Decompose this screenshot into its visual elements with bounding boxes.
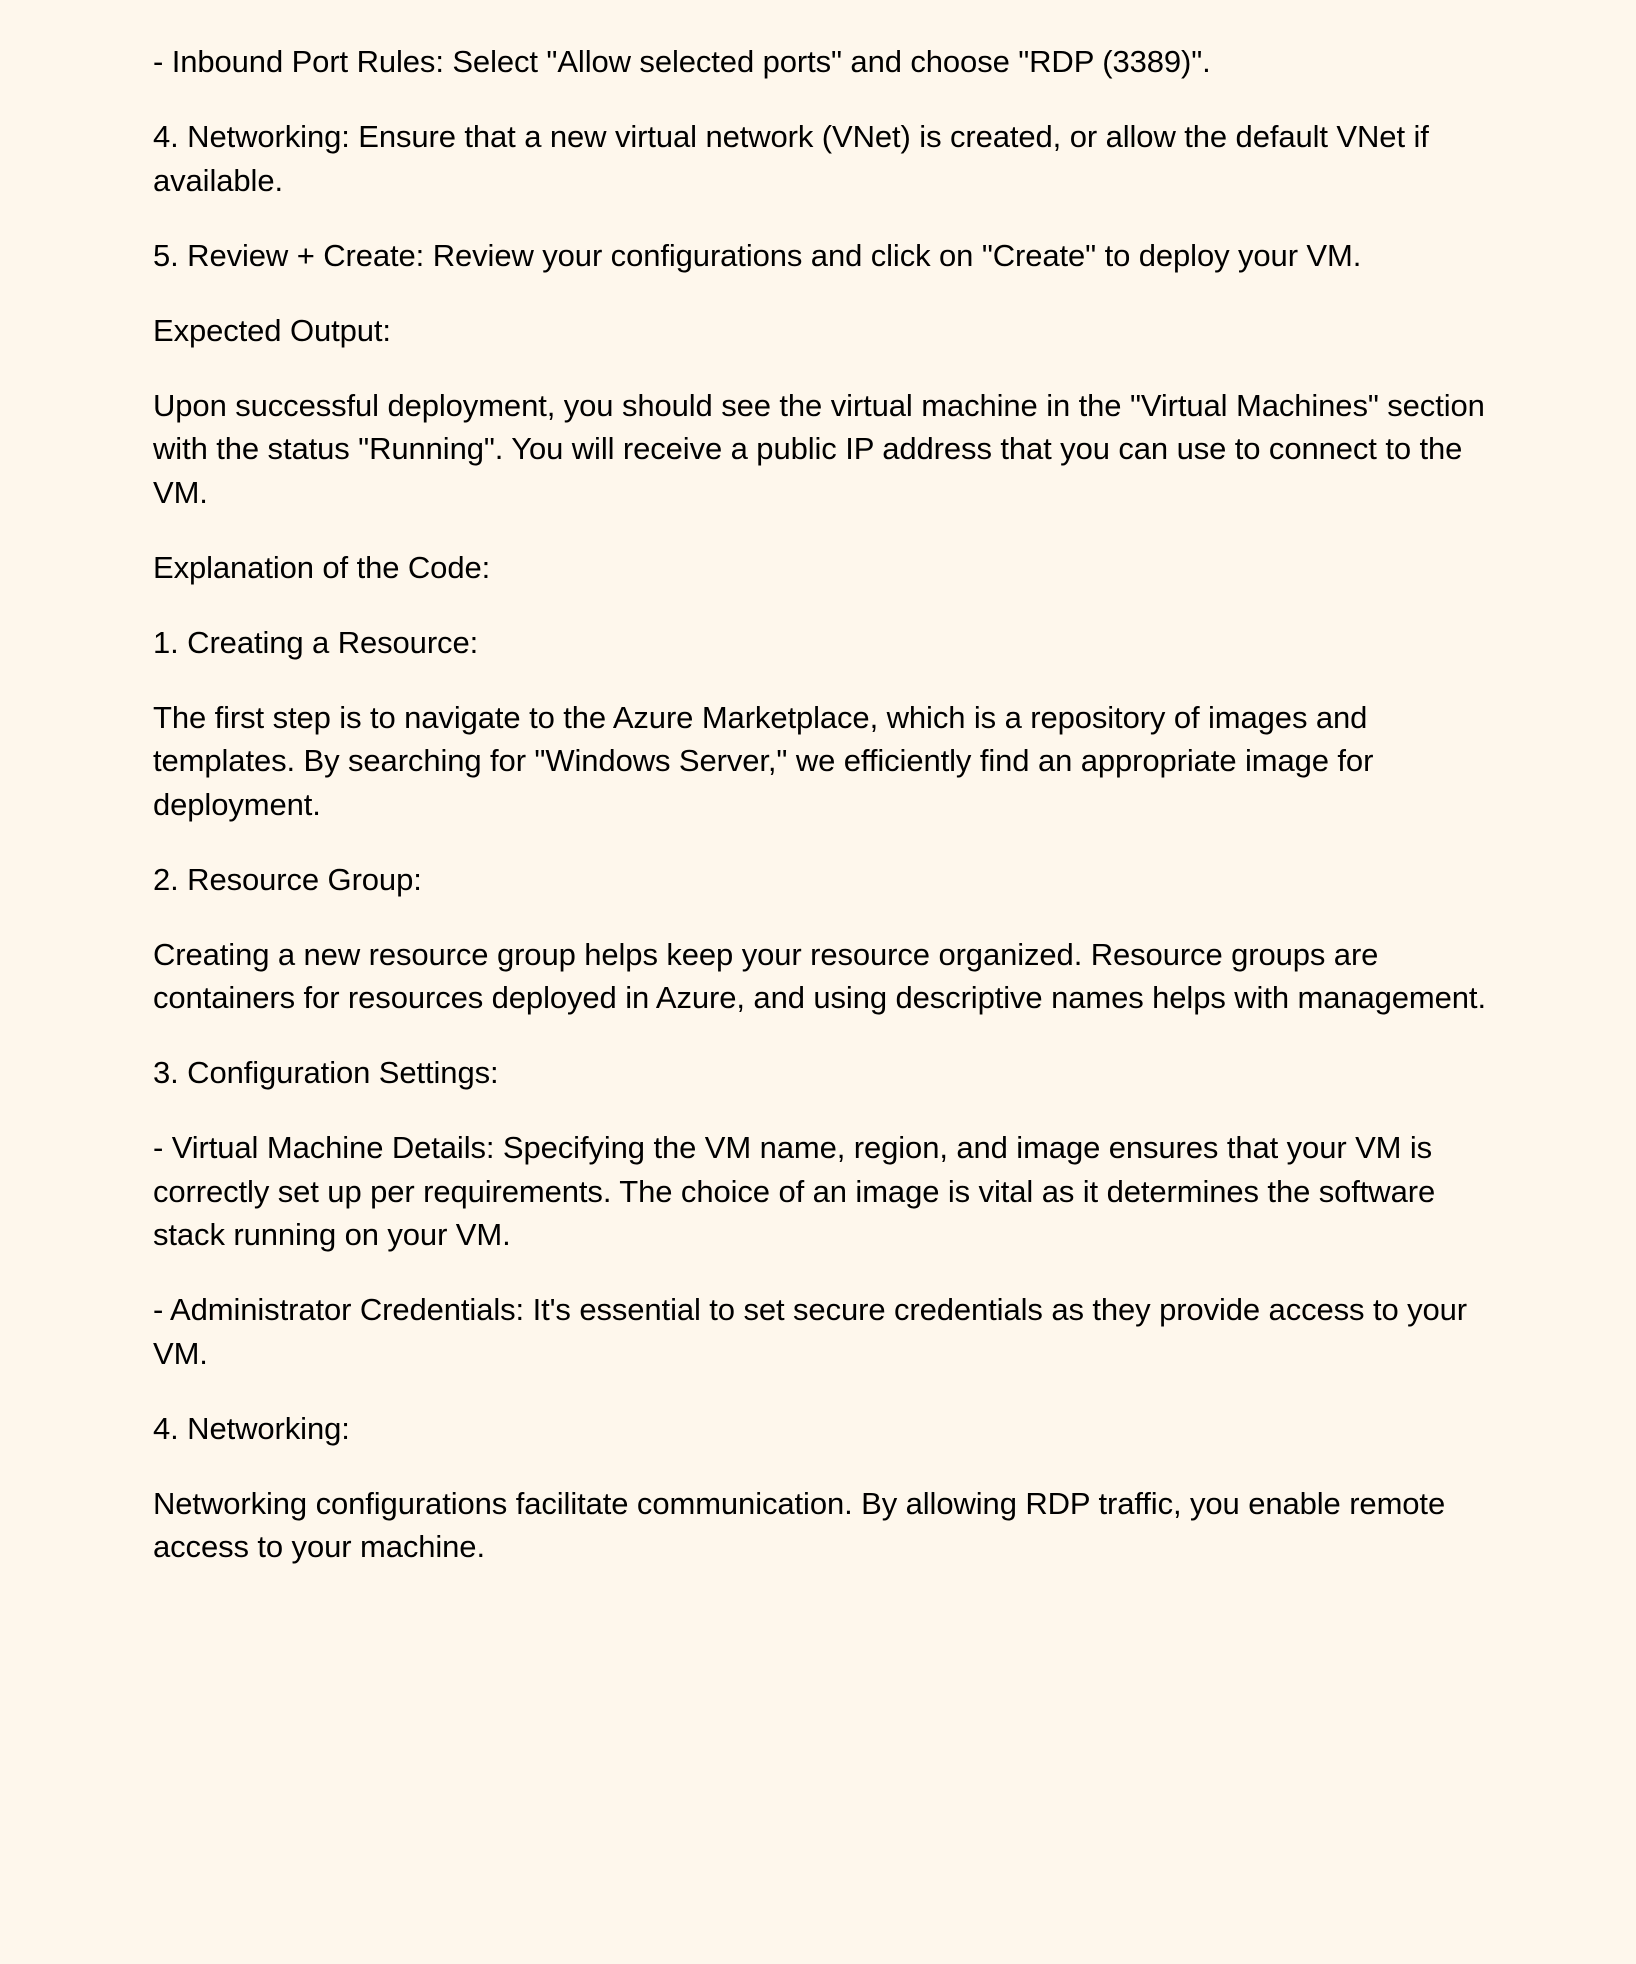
networking-heading: 4. Networking: xyxy=(153,1410,350,1446)
networking-step-text: 4. Networking: Ensure that a new virtual network (VNet) is created, or allow the default VNet if available. xyxy=(153,119,1429,198)
explanation-heading: Explanation of the Code: xyxy=(153,549,491,585)
creating-resource-heading: 1. Creating a Resource: xyxy=(153,624,479,660)
vm-details-text: - Virtual Machine Details: Specifying the VM name, region, and image ensures that your VM is correctly set up per requirements. The choice of an image is vital as it determines the software stack running on your VM. xyxy=(153,1130,1436,1252)
expected-output-heading: Expected Output: xyxy=(153,312,391,348)
inbound-port-rules-text: - Inbound Port Rules: Select "Allow selected ports" and choose "RDP (3389)". xyxy=(153,44,1211,79)
admin-credentials-text: - Administrator Credentials: It's essential to set secure credentials as they provide access to your VM. xyxy=(153,1292,1468,1371)
review-create-step-text: 5. Review + Create: Review your configurations and click on "Create" to deploy your VM. xyxy=(153,237,1362,273)
resource-group-heading: 2. Resource Group: xyxy=(153,861,422,897)
networking-text: Networking configurations facilitate communication. By allowing RDP traffic, you enable remote access to your machine. xyxy=(153,1485,1446,1564)
resource-group-text: Creating a new resource group helps keep your resource organized. Resource groups are containers for resources deployed in Azure, and using descriptive names helps with management. xyxy=(153,936,1486,1015)
configuration-settings-heading: 3. Configuration Settings: xyxy=(153,1055,499,1090)
document-body xyxy=(153,0,1513,1569)
expected-output-text: Upon successful deployment, you should see the virtual machine in the "Virtual Machines" section with the status "Running". You will receive a public IP address that you can use to connect to the VM. xyxy=(153,387,1485,510)
creating-resource-text: The first step is to navigate to the Azure Marketplace, which is a repository of images and templates. By searching for "Windows Server," we efficiently find an appropriate image for deployment. xyxy=(153,699,1374,822)
